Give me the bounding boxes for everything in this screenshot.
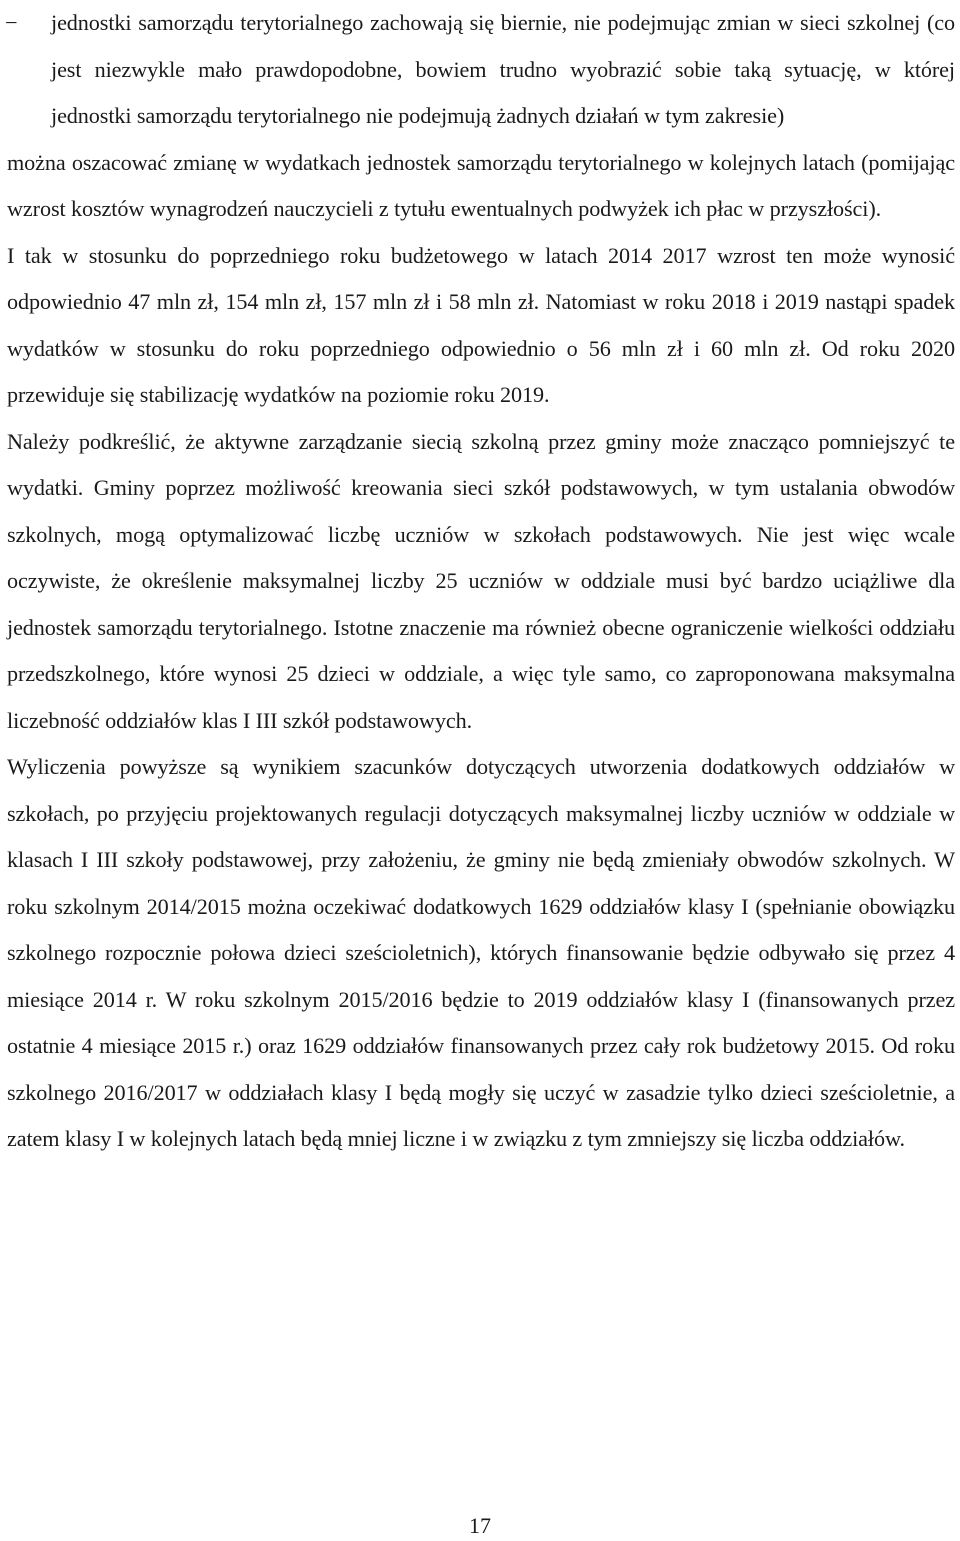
paragraph-calculations: Wyliczenia powyższe są wynikiem szacunków dotyczących utworzenia dodatkowych oddziałów w szkołach, po przyjęciu projektowanych regulacji dotyczących maksymalnej liczby uczniów w oddziale w klasach I III szkoły podstawowej, przy założeniu, że gminy nie będą zmieniały obwodów szkolnych. W roku szkolnym 2014/2015 można oczekiwać dodatkowych 1629 oddziałów klasy I (spełnianie obowiązku szkolnego rozpocznie połowa dzieci sześcioletnich), których finansowanie będzie odbywało się przez 4 miesiące 2014 r. W roku szkolnym 2015/2016 będzie to 2019 oddziałów klasy I (finansowanych przez ostatnie 4 miesiące 2015 r.) oraz 1629 oddziałów finansowanych przez cały rok budżetowy 2015. Od roku szkolnego 2016/2017 w oddziałach klasy I będą mogły się uczyć w zasadzie tylko dzieci sześcioletnie, a zatem klasy I w kolejnych latach będą mniej liczne i w związku z tym zmniejszy się liczba oddziałów.: [7, 754, 955, 1151]
page-number: 17: [469, 1513, 491, 1538]
bullet-text: jednostki samorządu terytorialnego zachowają się biernie, nie podejmując zmian w sieci szkolnej (co jest niezwykle mało prawdopodobne, bowiem trudno wyobrazić sobie taką sytuację, w której jednostki samorządu terytorialnego nie podejmują żadnych działań w tym zakresie): [51, 10, 955, 128]
dash-bullet-marker: −: [5, 10, 18, 35]
body-text: [7, 0, 955, 1163]
paragraph-yearly-changes: I tak w stosunku do poprzedniego roku budżetowego w latach 2014 2017 wzrost ten może wynosić odpowiednio 47 mln zł, 154 mln zł, 157 mln zł i 58 mln zł. Natomiast w roku 2018 i 2019 nastąpi spadek wydatków w stosunku do roku poprzedniego odpowiednio o 56 mln zł i 60 mln zł. Od roku 2020 przewiduje się stabilizację wydatków na poziomie roku 2019.: [7, 242, 955, 407]
paragraph-school-network: Należy podkreślić, że aktywne zarządzanie siecią szkolną przez gminy może znacząco pomniejszyć te wydatki. Gminy poprzez możliwość kreowania sieci szkół podstawowych, w tym ustalania obwodów szkolnych, mogą optymalizować liczbę uczniów w szkołach podstawowych. Nie jest więc wcale oczywiste, że określenie maksymalnej liczby 25 uczniów w oddziale musi być bardzo uciążliwe dla jednostek samorządu terytorialnego. Istotne znaczenie ma również obecne ograniczenie wielkości oddziału przedszkolnego, które wynosi 25 dzieci w oddziale, a więc tyle samo, co zaproponowana maksymalna liczebność oddziałów klas I III szkół podstawowych.: [7, 428, 955, 733]
paragraph-cost-estimate: można oszacować zmianę w wydatkach jednostek samorządu terytorialnego w kolejnych latach (pomijając wzrost kosztów wynagrodzeń nauczycieli z tytułu ewentualnych podwyżek ich płac w przyszłości).: [7, 149, 955, 221]
bullet-list-item: [7, 0, 955, 140]
